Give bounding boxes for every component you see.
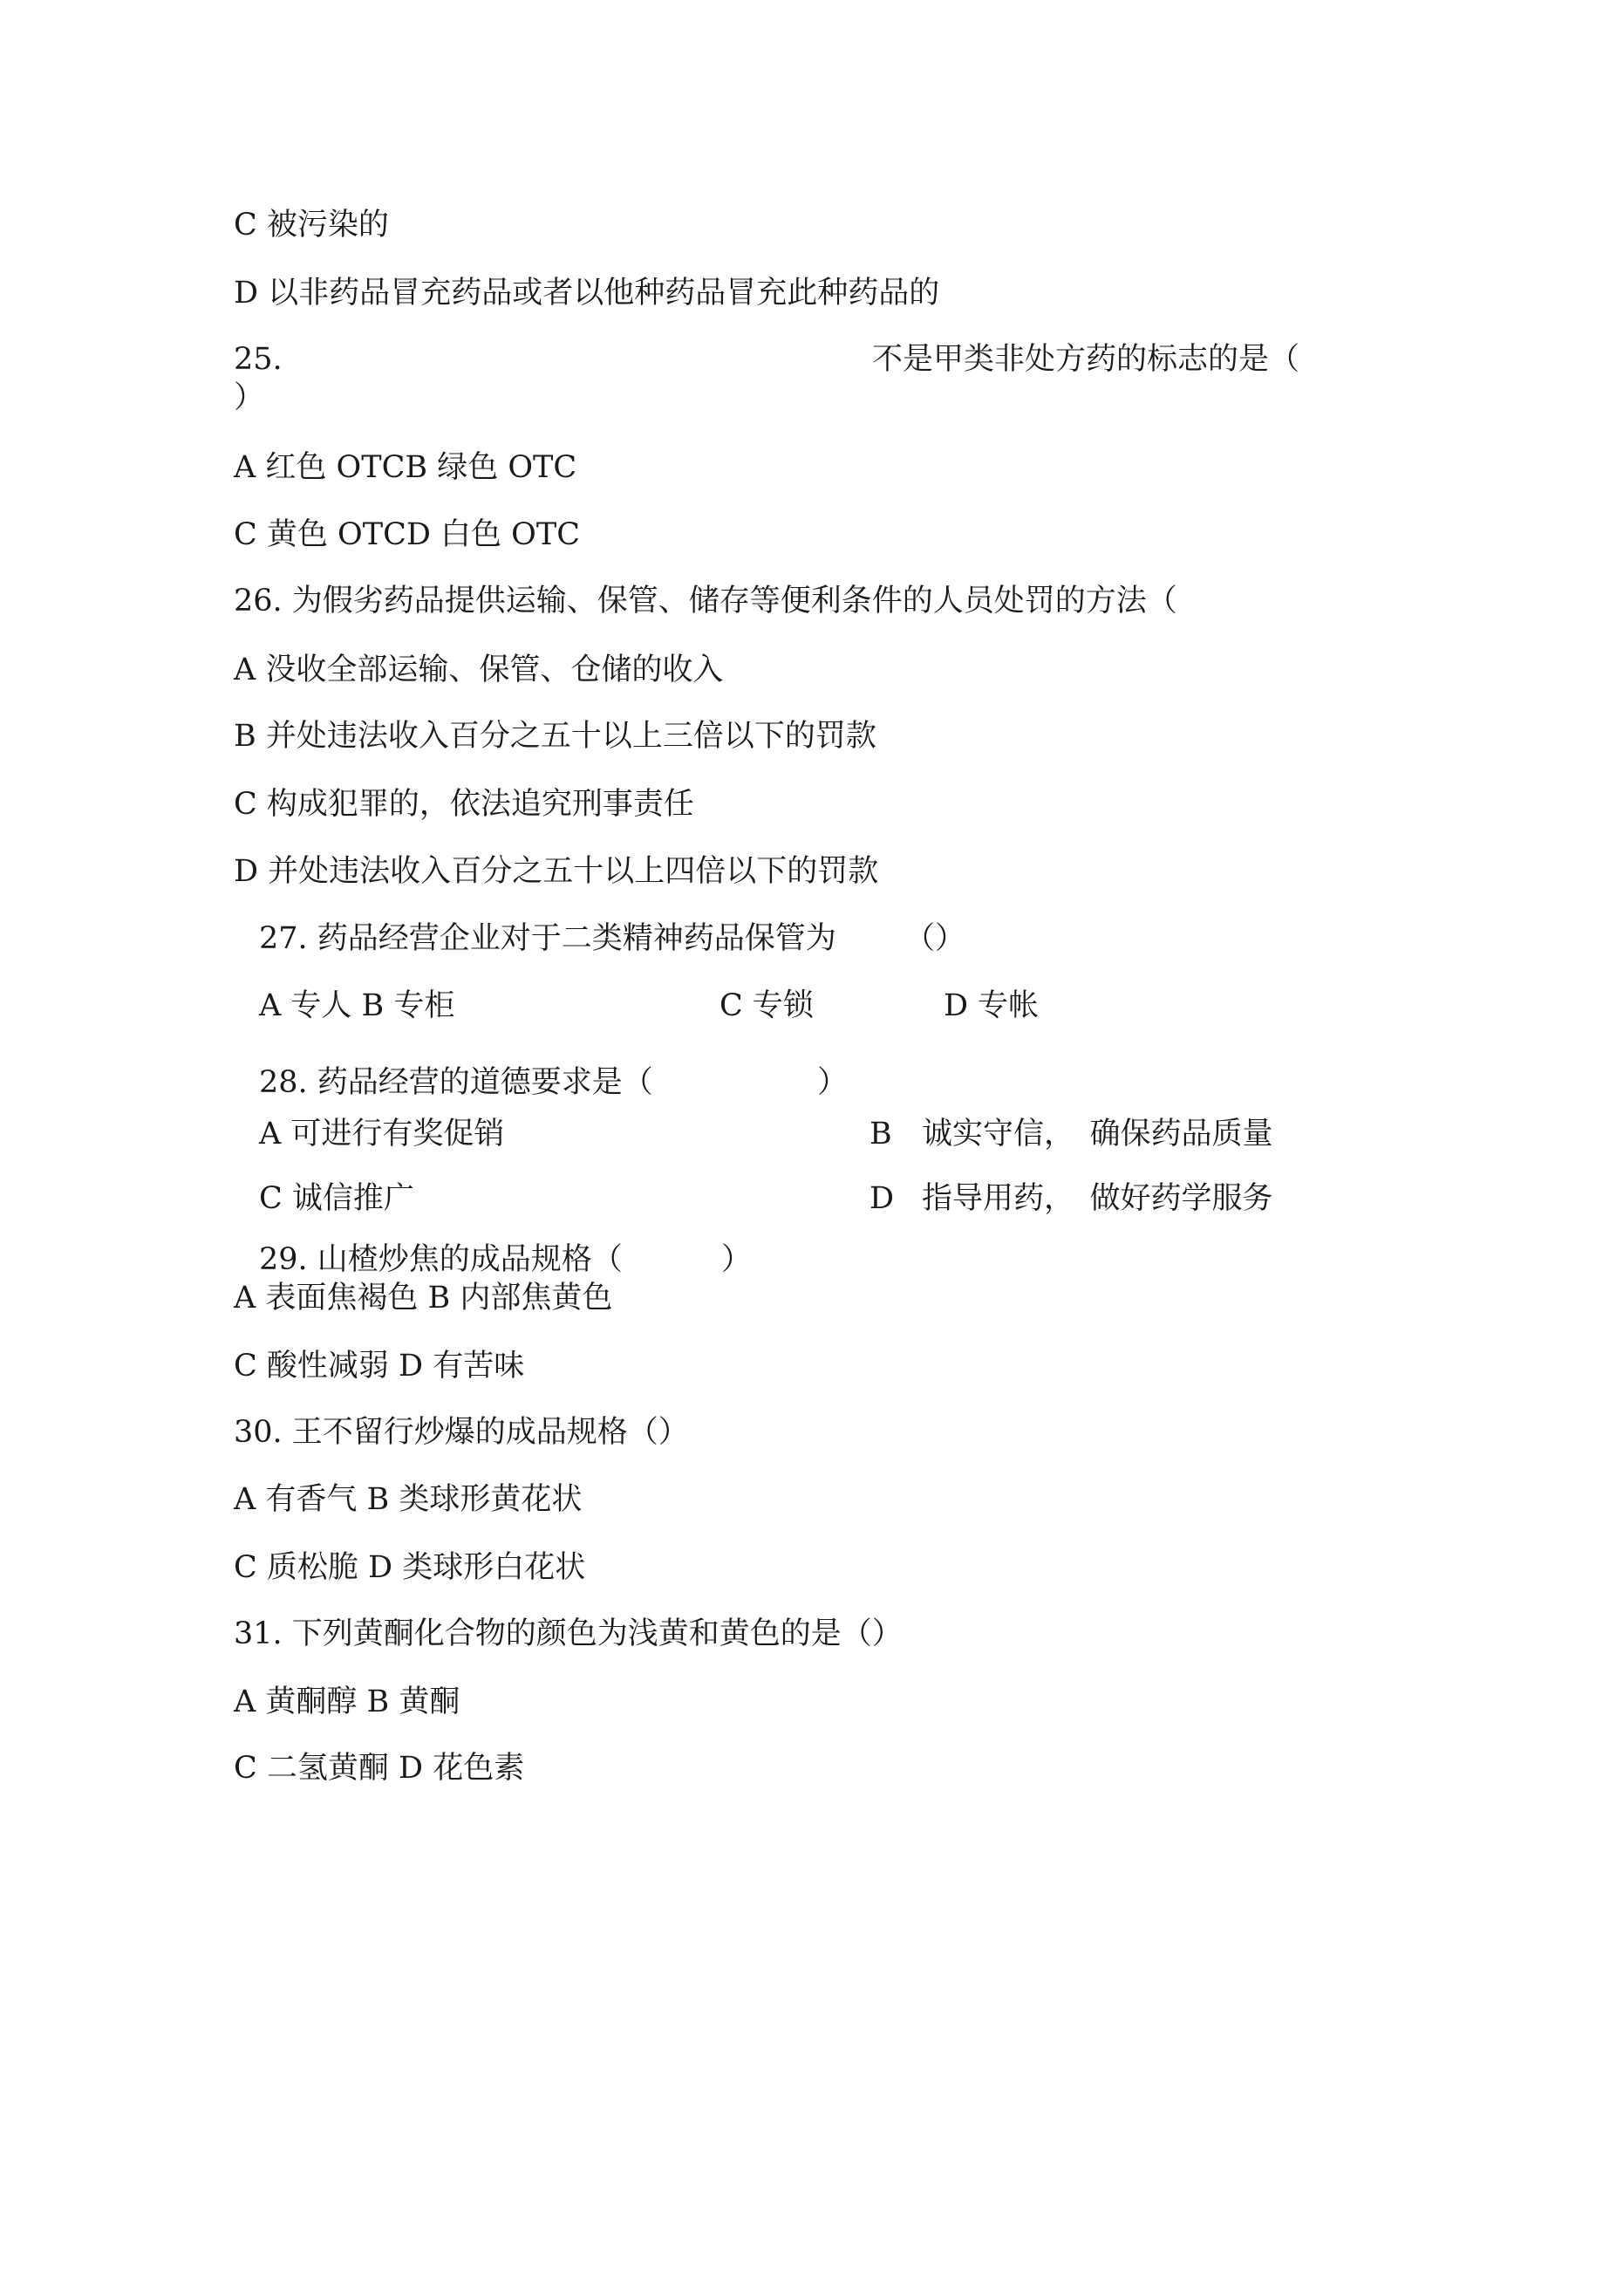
question-26: 26. 为假劣药品提供运输、保管、储存等便利条件的人员处罚的方法（ [234,584,1177,618]
question-27-option-d: D 专帐 [944,988,1040,1023]
question-29-options-cd: C 酸性减弱 D 有苦味 [234,1349,525,1384]
question-29-options-ab: A 表面焦褐色 B 内部焦黄色 [234,1281,613,1315]
question-28-option-b-letter: B [869,1117,892,1151]
question-28-option-a: A 可进行有奖促销 [259,1117,505,1151]
question-27 [259,919,1306,958]
question-26-option-b: B 并处违法收入百分之五十以上三倍以下的罚款 [234,719,876,754]
question-28-options-cd [259,1179,1393,1218]
question-25-text: 不是甲类非处方药的标志的是（ [872,342,1300,377]
question-26-option-c: C 构成犯罪的，依法追究刑事责任 [234,787,694,822]
question-29-text: 29. 山楂炒焦的成品规格（ [259,1242,623,1277]
question-30-options-cd: C 质松脆 D 类球形白花状 [234,1550,586,1585]
question-25-options-ab: A 红色 OTCB 绿色 OTC [234,450,577,485]
question-27-paren: （） [904,921,966,956]
question-29 [259,1240,1306,1279]
question-28-option-d-letter: D [869,1181,895,1216]
question-30: 30. 王不留行炒爆的成品规格（） [234,1415,689,1450]
question-27-text: 27. 药品经营企业对于二类精神药品保管为 [259,921,836,956]
question-31: 31. 下列黄酮化合物的颜色为浅黄和黄色的是（） [234,1616,903,1651]
question-28-text: 28. 药品经营的道德要求是（ [259,1065,653,1100]
question-25-options-cd: C 黄色 OTCD 白色 OTC [234,517,580,552]
question-25-close-paren: ） [234,380,265,415]
question-28-option-c: C 诚信推广 [259,1181,414,1216]
question-28 [259,1063,1306,1102]
question-28-close-paren: ） [817,1065,849,1100]
option-c-contaminated: C 被污染的 [234,208,389,243]
question-27-option-c: C 专锁 [719,988,814,1023]
question-26-option-d: D 并处违法收入百分之五十以上四倍以下的罚款 [234,854,879,889]
question-25 [234,340,1367,379]
question-26-option-a: A 没收全部运输、保管、仓储的收入 [234,653,724,687]
question-27-options [259,987,1306,1025]
question-29-close-paren: ） [721,1242,753,1277]
question-27-options-ab: A 专人 B 专柜 [259,988,455,1023]
question-30-options-ab: A 有香气 B 类球形黄花状 [234,1482,583,1517]
question-31-options-ab: A 黄酮醇 B 黄酮 [234,1684,460,1719]
question-28-option-b: 诚实守信， 确保药品质量 [922,1117,1273,1151]
question-28-options-ab [259,1115,1393,1153]
question-31-options-cd: C 二氢黄酮 D 花色素 [234,1751,525,1786]
question-28-option-d: 指导用药， 做好药学服务 [922,1181,1273,1216]
option-d-counterfeit: D 以非药品冒充药品或者以他种药品冒充此种药品的 [234,276,940,311]
question-25-number: 25. [234,342,283,377]
